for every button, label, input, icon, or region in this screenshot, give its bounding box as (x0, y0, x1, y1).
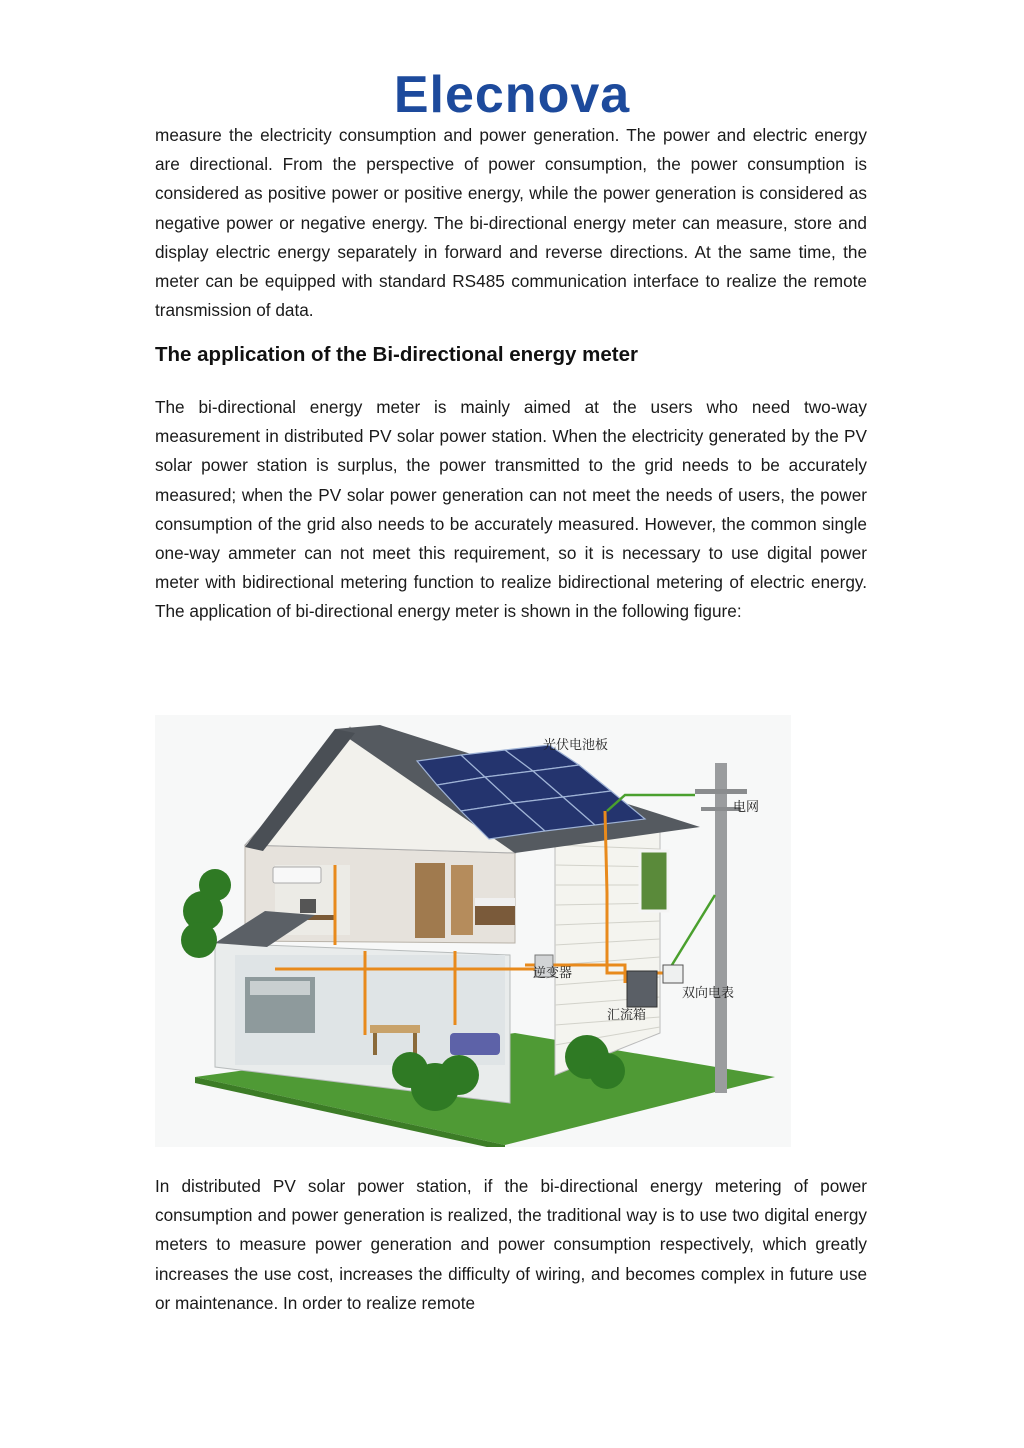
label-combiner-box: 汇流箱 (607, 1008, 647, 1023)
closing-paragraph: In distributed PV solar power station, if the bi-directional energy metering of power consumption and power generation is realized, the traditional way is to use two digital energy meters to measure power generation and power consumption respectively, which greatly increases the use cost, increases the difficulty of wiring, and becomes complex in future use or maintenance. In order to realize remote (155, 1176, 867, 1313)
logo-text: Elecnova (393, 68, 631, 120)
elecnova-logo (0, 68, 1024, 120)
intro-paragraph: measure the electricity consumption and power generation. The power and electric energy are directional. From the perspective of power consumption, the power consumption is considered as positive power or positive energy, while the power generation is considered as negative power or negative energy. The bi-directional energy meter can measure, store and display electric energy separately in forward and reverse directions. At the same time, the meter can be equipped with standard RS485 communication interface to realize the remote transmission of data. (155, 125, 867, 321)
section-heading: The application of the Bi-directional energy meter (155, 343, 638, 366)
bidirectional-meter-device (663, 965, 683, 983)
utility-pole (715, 763, 727, 1093)
combiner-box-device (627, 971, 657, 1007)
label-bidirectional-meter: 双向电表 (682, 986, 735, 1001)
label-pv-panel: 光伏电池板 (543, 738, 609, 753)
pv-system-figure (155, 715, 791, 1147)
label-inverter: 逆变器 (533, 966, 573, 981)
label-grid: 电网 (733, 800, 760, 815)
application-paragraph: The bi-directional energy meter is mainly aimed at the users who need two-way measurement in distributed PV solar power station. When the electricity generated by the PV solar power station is surplus, the power transmitted to the grid needs to be accurately measured; when the PV solar power generation can not meet the needs of users, the power consumption of the grid also needs to be accurately measured. However, the common single one-way ammeter can not meet this requirement, so it is necessary to use digital power meter with bidirectional metering function to realize bidirectional metering of electric energy. The application of bi-directional energy meter is shown in the following figure: (155, 397, 867, 622)
